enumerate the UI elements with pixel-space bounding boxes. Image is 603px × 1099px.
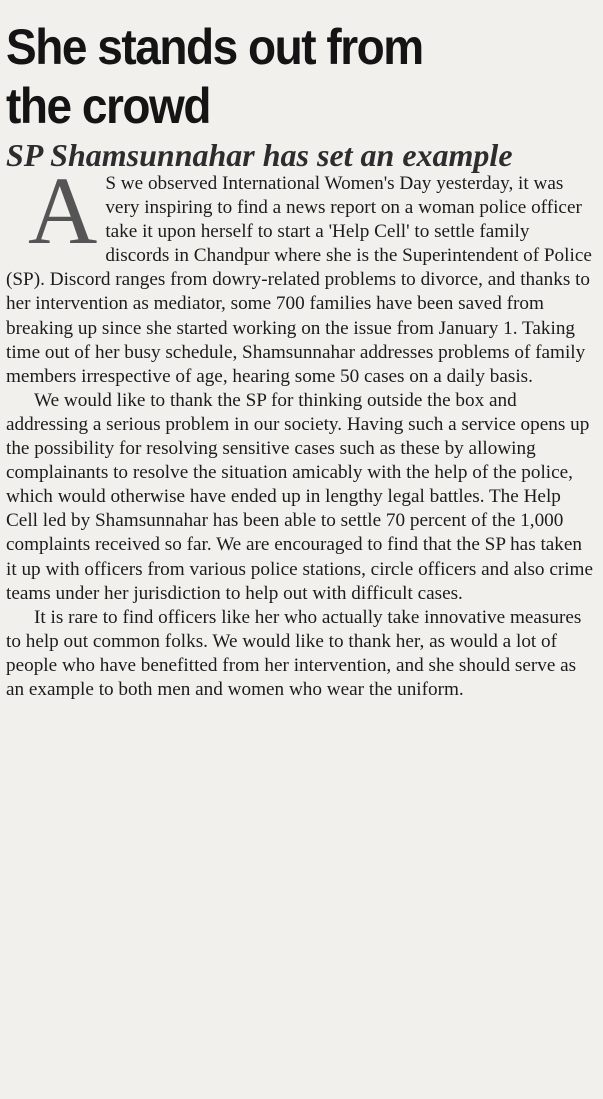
- paragraph-1-text: S we observed International Women's Day yesterday, it was very inspiring to find a news report on a woman police officer take it upon herself to start a 'Help Cell' to settle family discords in Chandpur where she is the Superintendent of Police (SP). Discord ranges from dowry-related problems to divorce, and thanks to her intervention as mediator, some 700 families have been saved from breaking up since she started working on the issue from January 1. Taking time out of her busy schedule, Shamsunnahar addresses problems of family members irrespective of age, hearing some 50 cases on a daily basis.: [6, 173, 592, 387]
- article-body: [6, 157, 596, 702]
- headline: [6, 18, 558, 136]
- editorial-article: [6, 18, 596, 702]
- paragraph-2: We would like to thank the SP for thinking outside the box and addressing a serious problem in our society. Having such a service opens up the possibility for resolving sensitive cases such as these by allowing complainants to resolve the situation amicably with the help of the police, which would otherwise have ended up in lengthy legal battles. The Help Cell led by Shamsunnahar has been able to settle 70 percent of the 1,000 complaints received so far. We are encouraged to find that the SP has taken it up with officers from various police stations, circle officers and also crime teams under her jurisdiction to help out with difficult cases.: [6, 389, 593, 604]
- headline-line-2: the crowd: [6, 78, 210, 134]
- subheadline: SP Shamsunnahar has set an example: [6, 137, 513, 173]
- paragraph-3: It is rare to find officers like her who actually take innovative measures to help out common folks. We would like to thank her, as would a lot of people who have benefitted from her intervention, and she should serve as an example to both men and women who wear the uniform.: [6, 606, 582, 700]
- paragraph-1: [6, 157, 596, 389]
- drop-cap: A: [28, 157, 98, 264]
- headline-line-1: She stands out from: [6, 19, 423, 75]
